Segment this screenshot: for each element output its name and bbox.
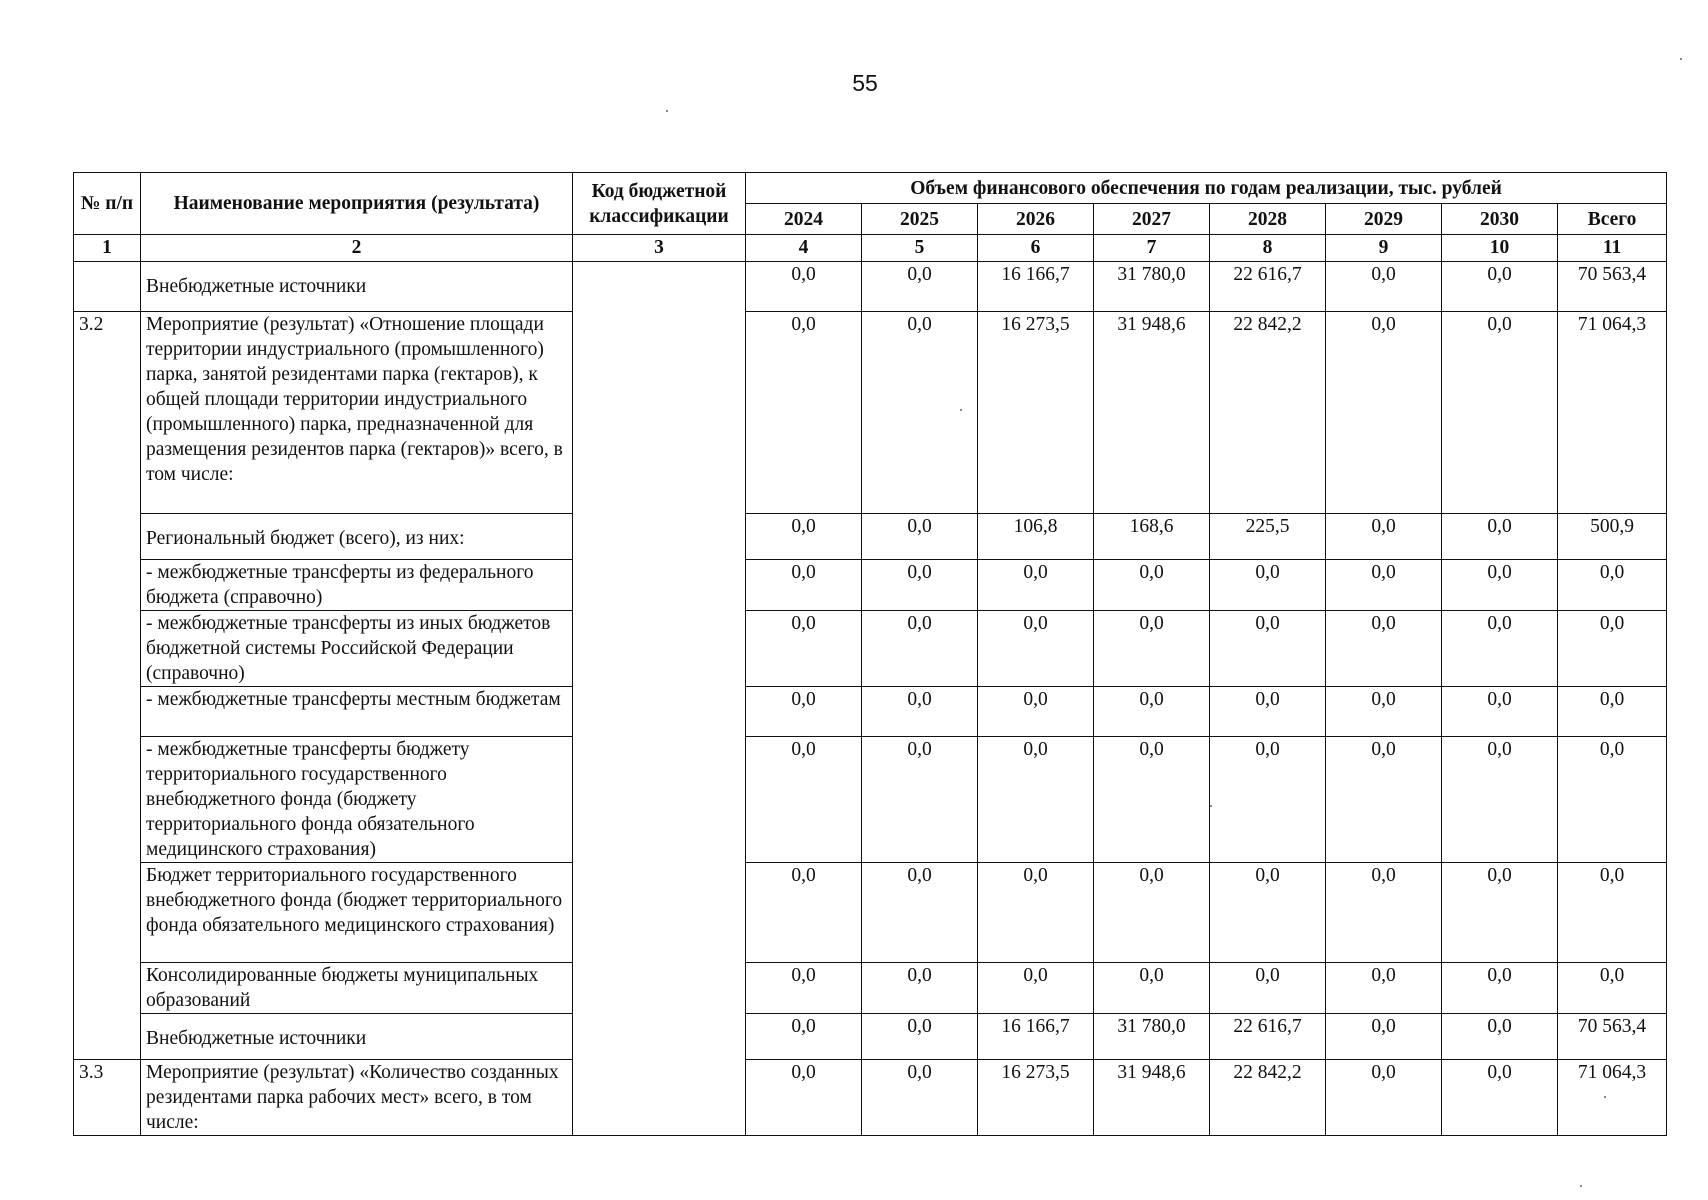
value-cell: 0,0 [862, 863, 978, 963]
value-cell: 0,0 [1094, 560, 1210, 611]
row-number [74, 560, 141, 611]
value-cell: 0,0 [1326, 863, 1442, 963]
value-cell: 0,0 [862, 963, 978, 1014]
value-cell: 70 563,4 [1558, 1014, 1667, 1060]
column-number: 4 [746, 235, 862, 262]
scan-speck [1604, 1096, 1606, 1098]
value-cell: 0,0 [1094, 687, 1210, 737]
value-cell: 71 064,3 [1558, 1060, 1667, 1136]
budget-code-cell [573, 262, 746, 1136]
value-cell: 0,0 [862, 687, 978, 737]
value-cell: 0,0 [1326, 611, 1442, 687]
value-cell: 0,0 [862, 312, 978, 514]
value-cell: 0,0 [1326, 1014, 1442, 1060]
table-row [74, 312, 1667, 514]
value-cell: 0,0 [1326, 963, 1442, 1014]
header-year: 2024 [746, 204, 862, 235]
table-row [74, 611, 1667, 687]
column-number: 2 [141, 235, 573, 262]
value-cell: 0,0 [862, 560, 978, 611]
row-name: - межбюджетные трансферты из иных бюджетов бюджетной системы Российской Федерации (справочно) [141, 611, 573, 687]
value-cell: 0,0 [978, 611, 1094, 687]
value-cell: 0,0 [746, 687, 862, 737]
value-cell: 0,0 [1442, 1014, 1558, 1060]
row-name: - межбюджетные трансферты из федерального бюджета (справочно) [141, 560, 573, 611]
value-cell: 0,0 [862, 737, 978, 863]
value-cell: 0,0 [862, 514, 978, 560]
value-cell: 0,0 [1210, 611, 1326, 687]
value-cell: 0,0 [1442, 737, 1558, 863]
table-row [74, 1060, 1667, 1136]
row-number [74, 863, 141, 963]
value-cell: 0,0 [1094, 863, 1210, 963]
column-number: 9 [1326, 235, 1442, 262]
value-cell: 0,0 [746, 312, 862, 514]
table-row [74, 863, 1667, 963]
header-year: 2028 [1210, 204, 1326, 235]
value-cell: 106,8 [978, 514, 1094, 560]
row-number [74, 687, 141, 737]
value-cell: 16 273,5 [978, 312, 1094, 514]
value-cell: 16 273,5 [978, 1060, 1094, 1136]
value-cell: 0,0 [1326, 262, 1442, 312]
budget-table [73, 172, 1667, 1136]
value-cell: 0,0 [1326, 514, 1442, 560]
column-number: 8 [1210, 235, 1326, 262]
column-number-row [74, 235, 1667, 262]
table-row [74, 687, 1667, 737]
value-cell: 0,0 [978, 737, 1094, 863]
value-cell: 31 948,6 [1094, 1060, 1210, 1136]
value-cell: 0,0 [1442, 560, 1558, 611]
value-cell: 0,0 [746, 737, 862, 863]
table-row [74, 560, 1667, 611]
value-cell: 0,0 [1326, 1060, 1442, 1136]
value-cell: 0,0 [1326, 312, 1442, 514]
value-cell: 0,0 [1442, 863, 1558, 963]
header-volume: Объем финансового обеспечения по годам реализации, тыс. рублей [746, 173, 1667, 204]
value-cell: 0,0 [1094, 737, 1210, 863]
value-cell: 0,0 [1558, 560, 1667, 611]
value-cell: 22 616,7 [1210, 262, 1326, 312]
row-name: - межбюджетные трансферты бюджету территориального государственного внебюджетного фонда (бюджету территориального фонда обязательного медицинского страхования) [141, 737, 573, 863]
value-cell: 0,0 [1558, 963, 1667, 1014]
value-cell: 0,0 [1558, 687, 1667, 737]
value-cell: 0,0 [746, 863, 862, 963]
value-cell: 0,0 [1558, 863, 1667, 963]
column-number: 7 [1094, 235, 1210, 262]
value-cell: 0,0 [978, 963, 1094, 1014]
value-cell: 0,0 [1094, 963, 1210, 1014]
value-cell: 0,0 [1210, 737, 1326, 863]
value-cell: 0,0 [862, 611, 978, 687]
value-cell: 0,0 [978, 863, 1094, 963]
value-cell: 168,6 [1094, 514, 1210, 560]
value-cell: 0,0 [1442, 963, 1558, 1014]
table-row [74, 737, 1667, 863]
value-cell: 0,0 [746, 560, 862, 611]
value-cell: 22 616,7 [1210, 1014, 1326, 1060]
value-cell: 16 166,7 [978, 1014, 1094, 1060]
row-name: Региональный бюджет (всего), из них: [141, 514, 573, 560]
value-cell: 0,0 [1210, 560, 1326, 611]
value-cell: 22 842,2 [1210, 1060, 1326, 1136]
row-number [74, 611, 141, 687]
value-cell: 70 563,4 [1558, 262, 1667, 312]
row-name: Бюджет территориального государственного внебюджетного фонда (бюджет территориального фонда обязательного медицинского страхования) [141, 863, 573, 963]
row-name: Мероприятие (результат) «Количество созданных резидентами парка рабочих мест» всего, в том числе: [141, 1060, 573, 1136]
table-row [74, 1014, 1667, 1060]
column-number: 6 [978, 235, 1094, 262]
value-cell: 0,0 [746, 1014, 862, 1060]
scan-speck [1680, 58, 1682, 60]
value-cell: 31 780,0 [1094, 1014, 1210, 1060]
row-number [74, 737, 141, 863]
row-name: Внебюджетные источники [141, 1014, 573, 1060]
row-number [74, 514, 141, 560]
header-year: 2029 [1326, 204, 1442, 235]
scan-speck [960, 409, 962, 411]
value-cell: 71 064,3 [1558, 312, 1667, 514]
value-cell: 0,0 [746, 611, 862, 687]
column-number: 1 [74, 235, 141, 262]
value-cell: 0,0 [862, 1060, 978, 1136]
value-cell: 0,0 [1442, 1060, 1558, 1136]
value-cell: 0,0 [746, 1060, 862, 1136]
row-name: Мероприятие (результат) «Отношение площади территории индустриального (промышленного) парка, занятой резидентами парка (гектаров), к общей площади территории индустриального (промышленного) парка, предназначенной для размещения резидентов парка (гектаров)» всего, в том числе: [141, 312, 573, 514]
header-year: 2027 [1094, 204, 1210, 235]
scan-speck [1580, 1185, 1582, 1187]
value-cell: 0,0 [1558, 611, 1667, 687]
value-cell: 0,0 [1442, 611, 1558, 687]
value-cell: 225,5 [1210, 514, 1326, 560]
value-cell: 0,0 [862, 262, 978, 312]
value-cell: 31 948,6 [1094, 312, 1210, 514]
scan-speck [666, 110, 668, 112]
row-number: 3.2 [74, 312, 141, 514]
value-cell: 16 166,7 [978, 262, 1094, 312]
row-number [74, 262, 141, 312]
value-cell: 0,0 [1442, 262, 1558, 312]
row-name: - межбюджетные трансферты местным бюджетам [141, 687, 573, 737]
table-row [74, 262, 1667, 312]
value-cell: 500,9 [1558, 514, 1667, 560]
value-cell: 0,0 [1210, 963, 1326, 1014]
header-year: Всего [1558, 204, 1667, 235]
value-cell: 0,0 [978, 560, 1094, 611]
value-cell: 0,0 [1326, 737, 1442, 863]
value-cell: 0,0 [746, 514, 862, 560]
value-cell: 22 842,2 [1210, 312, 1326, 514]
value-cell: 0,0 [1094, 611, 1210, 687]
row-number [74, 963, 141, 1014]
table-row [74, 514, 1667, 560]
value-cell: 0,0 [1210, 863, 1326, 963]
row-name: Внебюджетные источники [141, 262, 573, 312]
value-cell: 0,0 [746, 262, 862, 312]
column-number: 11 [1558, 235, 1667, 262]
value-cell: 31 780,0 [1094, 262, 1210, 312]
scan-speck [1210, 805, 1212, 807]
value-cell: 0,0 [1558, 737, 1667, 863]
header-year: 2030 [1442, 204, 1558, 235]
row-number [74, 1014, 141, 1060]
header-year: 2025 [862, 204, 978, 235]
value-cell: 0,0 [746, 963, 862, 1014]
column-number: 5 [862, 235, 978, 262]
value-cell: 0,0 [1442, 514, 1558, 560]
header-code: Код бюджетной классификации [573, 173, 746, 235]
table-row [74, 963, 1667, 1014]
row-name: Консолидированные бюджеты муниципальных образований [141, 963, 573, 1014]
value-cell: 0,0 [1326, 560, 1442, 611]
value-cell: 0,0 [1210, 687, 1326, 737]
header-year: 2026 [978, 204, 1094, 235]
value-cell: 0,0 [978, 687, 1094, 737]
header-num: № п/п [74, 173, 141, 235]
row-number: 3.3 [74, 1060, 141, 1136]
page-number: 55 [852, 70, 878, 96]
value-cell: 0,0 [1326, 687, 1442, 737]
value-cell: 0,0 [1442, 312, 1558, 514]
value-cell: 0,0 [1442, 687, 1558, 737]
column-number: 3 [573, 235, 746, 262]
header-name: Наименование мероприятия (результата) [141, 173, 573, 235]
value-cell: 0,0 [862, 1014, 978, 1060]
column-number: 10 [1442, 235, 1558, 262]
